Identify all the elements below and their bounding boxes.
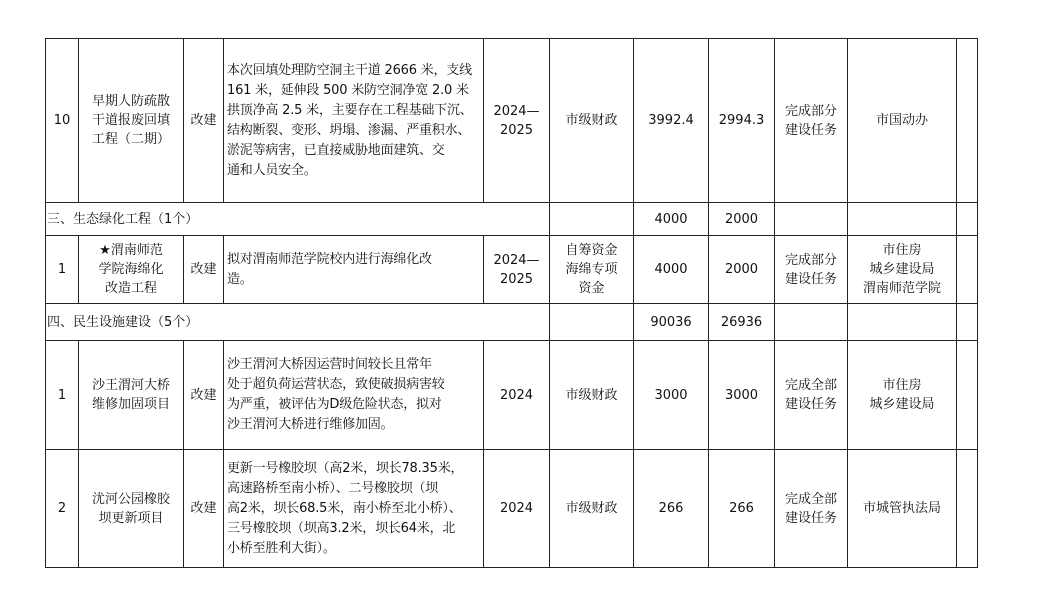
category-row xyxy=(46,203,978,236)
annual-investment: 2000 xyxy=(709,236,775,304)
funding-source xyxy=(550,304,634,341)
funding-source: 市级财政 xyxy=(550,39,634,203)
total-investment: 3992.4 xyxy=(634,39,709,203)
funding-source: 市级财政 xyxy=(550,341,634,450)
construction-type: 改建 xyxy=(184,341,224,450)
project-description: 更新一号橡胶坝（高2米，坝长78.35米， 高速路桥至南小桥）、二号橡胶坝（坝 高2米，坝长68.5米，南小桥至北小桥）、 三号橡胶坝（坝高3.2米，坝长64米，北 小桥至胜利大街）。 xyxy=(224,450,484,568)
category-label: 三、生态绿化工程（1个） xyxy=(46,203,550,236)
annual-target: 完成全部 建设任务 xyxy=(775,450,848,568)
responsible-department: 市国动办 xyxy=(848,39,957,203)
annual-target: 完成全部 建设任务 xyxy=(775,341,848,450)
annual-investment: 3000 xyxy=(709,341,775,450)
construction-period: 2024— 2025 xyxy=(484,39,550,203)
row-number: 1 xyxy=(46,341,79,450)
table-row xyxy=(46,341,978,450)
funding-source-clip: 自筹资金 海绵专项 资金 xyxy=(565,243,618,296)
remarks-cell xyxy=(957,39,978,203)
category-annual-investment: 2000 xyxy=(709,203,775,236)
annual-target xyxy=(775,203,848,236)
responsible-department: 市住房 城乡建设局 渭南师范学院 xyxy=(848,236,957,304)
annual-target: 完成部分 建设任务 xyxy=(775,236,848,304)
construction-period: 2024 xyxy=(484,450,550,568)
total-investment: 4000 xyxy=(634,236,709,304)
total-investment: 3000 xyxy=(634,341,709,450)
project-table xyxy=(45,38,978,568)
project-description: 沙王渭河大桥因运营时间较长且常年 处于超负荷运营状态，致使破损病害较 为严重，被评估为D级危险状态，拟对 沙王渭河大桥进行维修加固。 xyxy=(224,341,484,450)
responsible-department: 市城管执法局 xyxy=(848,450,957,568)
row-number: 10 xyxy=(46,39,79,203)
project-name: 沋河公园橡胶 坝更新项目 xyxy=(79,450,184,568)
category-row xyxy=(46,304,978,341)
remarks-cell xyxy=(957,304,978,341)
construction-type: 改建 xyxy=(184,236,224,304)
remarks-cell xyxy=(957,450,978,568)
project-description: 本次回填处理防空洞主干道 2666 米，支线 161 米，延伸段 500 米防空洞净宽 2.0 米 拱顶净高 2.5 米，主要存在工程基础下沉、 结构断裂、变形、坍塌、渗漏、严重积水、 淤泥等病害，已直接威胁地面建筑、交 通和人员安全。 xyxy=(224,39,484,203)
construction-type: 改建 xyxy=(184,39,224,203)
category-annual-investment: 26936 xyxy=(709,304,775,341)
remarks-cell xyxy=(957,341,978,450)
project-name: 沙王渭河大桥 维修加固项目 xyxy=(79,341,184,450)
project-name: 早期人防疏散 干道报废回填 工程（二期） xyxy=(79,39,184,203)
funding-source xyxy=(550,203,634,236)
total-investment: 266 xyxy=(634,450,709,568)
construction-type: 改建 xyxy=(184,450,224,568)
table-row xyxy=(46,450,978,568)
annual-investment: 2994.3 xyxy=(709,39,775,203)
construction-period: 2024 xyxy=(484,341,550,450)
remarks-cell xyxy=(957,236,978,304)
annual-target xyxy=(775,304,848,341)
annual-target: 完成部分 建设任务 xyxy=(775,39,848,203)
responsible-department xyxy=(848,203,957,236)
responsible-department xyxy=(848,304,957,341)
table-row xyxy=(46,39,978,203)
category-label: 四、民生设施建设（5个） xyxy=(46,304,550,341)
project-name: ★渭南师范 学院海绵化 改造工程 xyxy=(79,236,184,304)
funding-source xyxy=(550,236,634,304)
project-description: 拟对渭南师范学院校内进行海绵化改 造。 xyxy=(224,236,484,304)
category-total-investment: 4000 xyxy=(634,203,709,236)
category-total-investment: 90036 xyxy=(634,304,709,341)
annual-investment: 266 xyxy=(709,450,775,568)
remarks-cell xyxy=(957,203,978,236)
row-number: 1 xyxy=(46,236,79,304)
row-number: 2 xyxy=(46,450,79,568)
construction-period: 2024— 2025 xyxy=(484,236,550,304)
table-row xyxy=(46,236,978,304)
responsible-department: 市住房 城乡建设局 xyxy=(848,341,957,450)
funding-source: 市级财政 xyxy=(550,450,634,568)
